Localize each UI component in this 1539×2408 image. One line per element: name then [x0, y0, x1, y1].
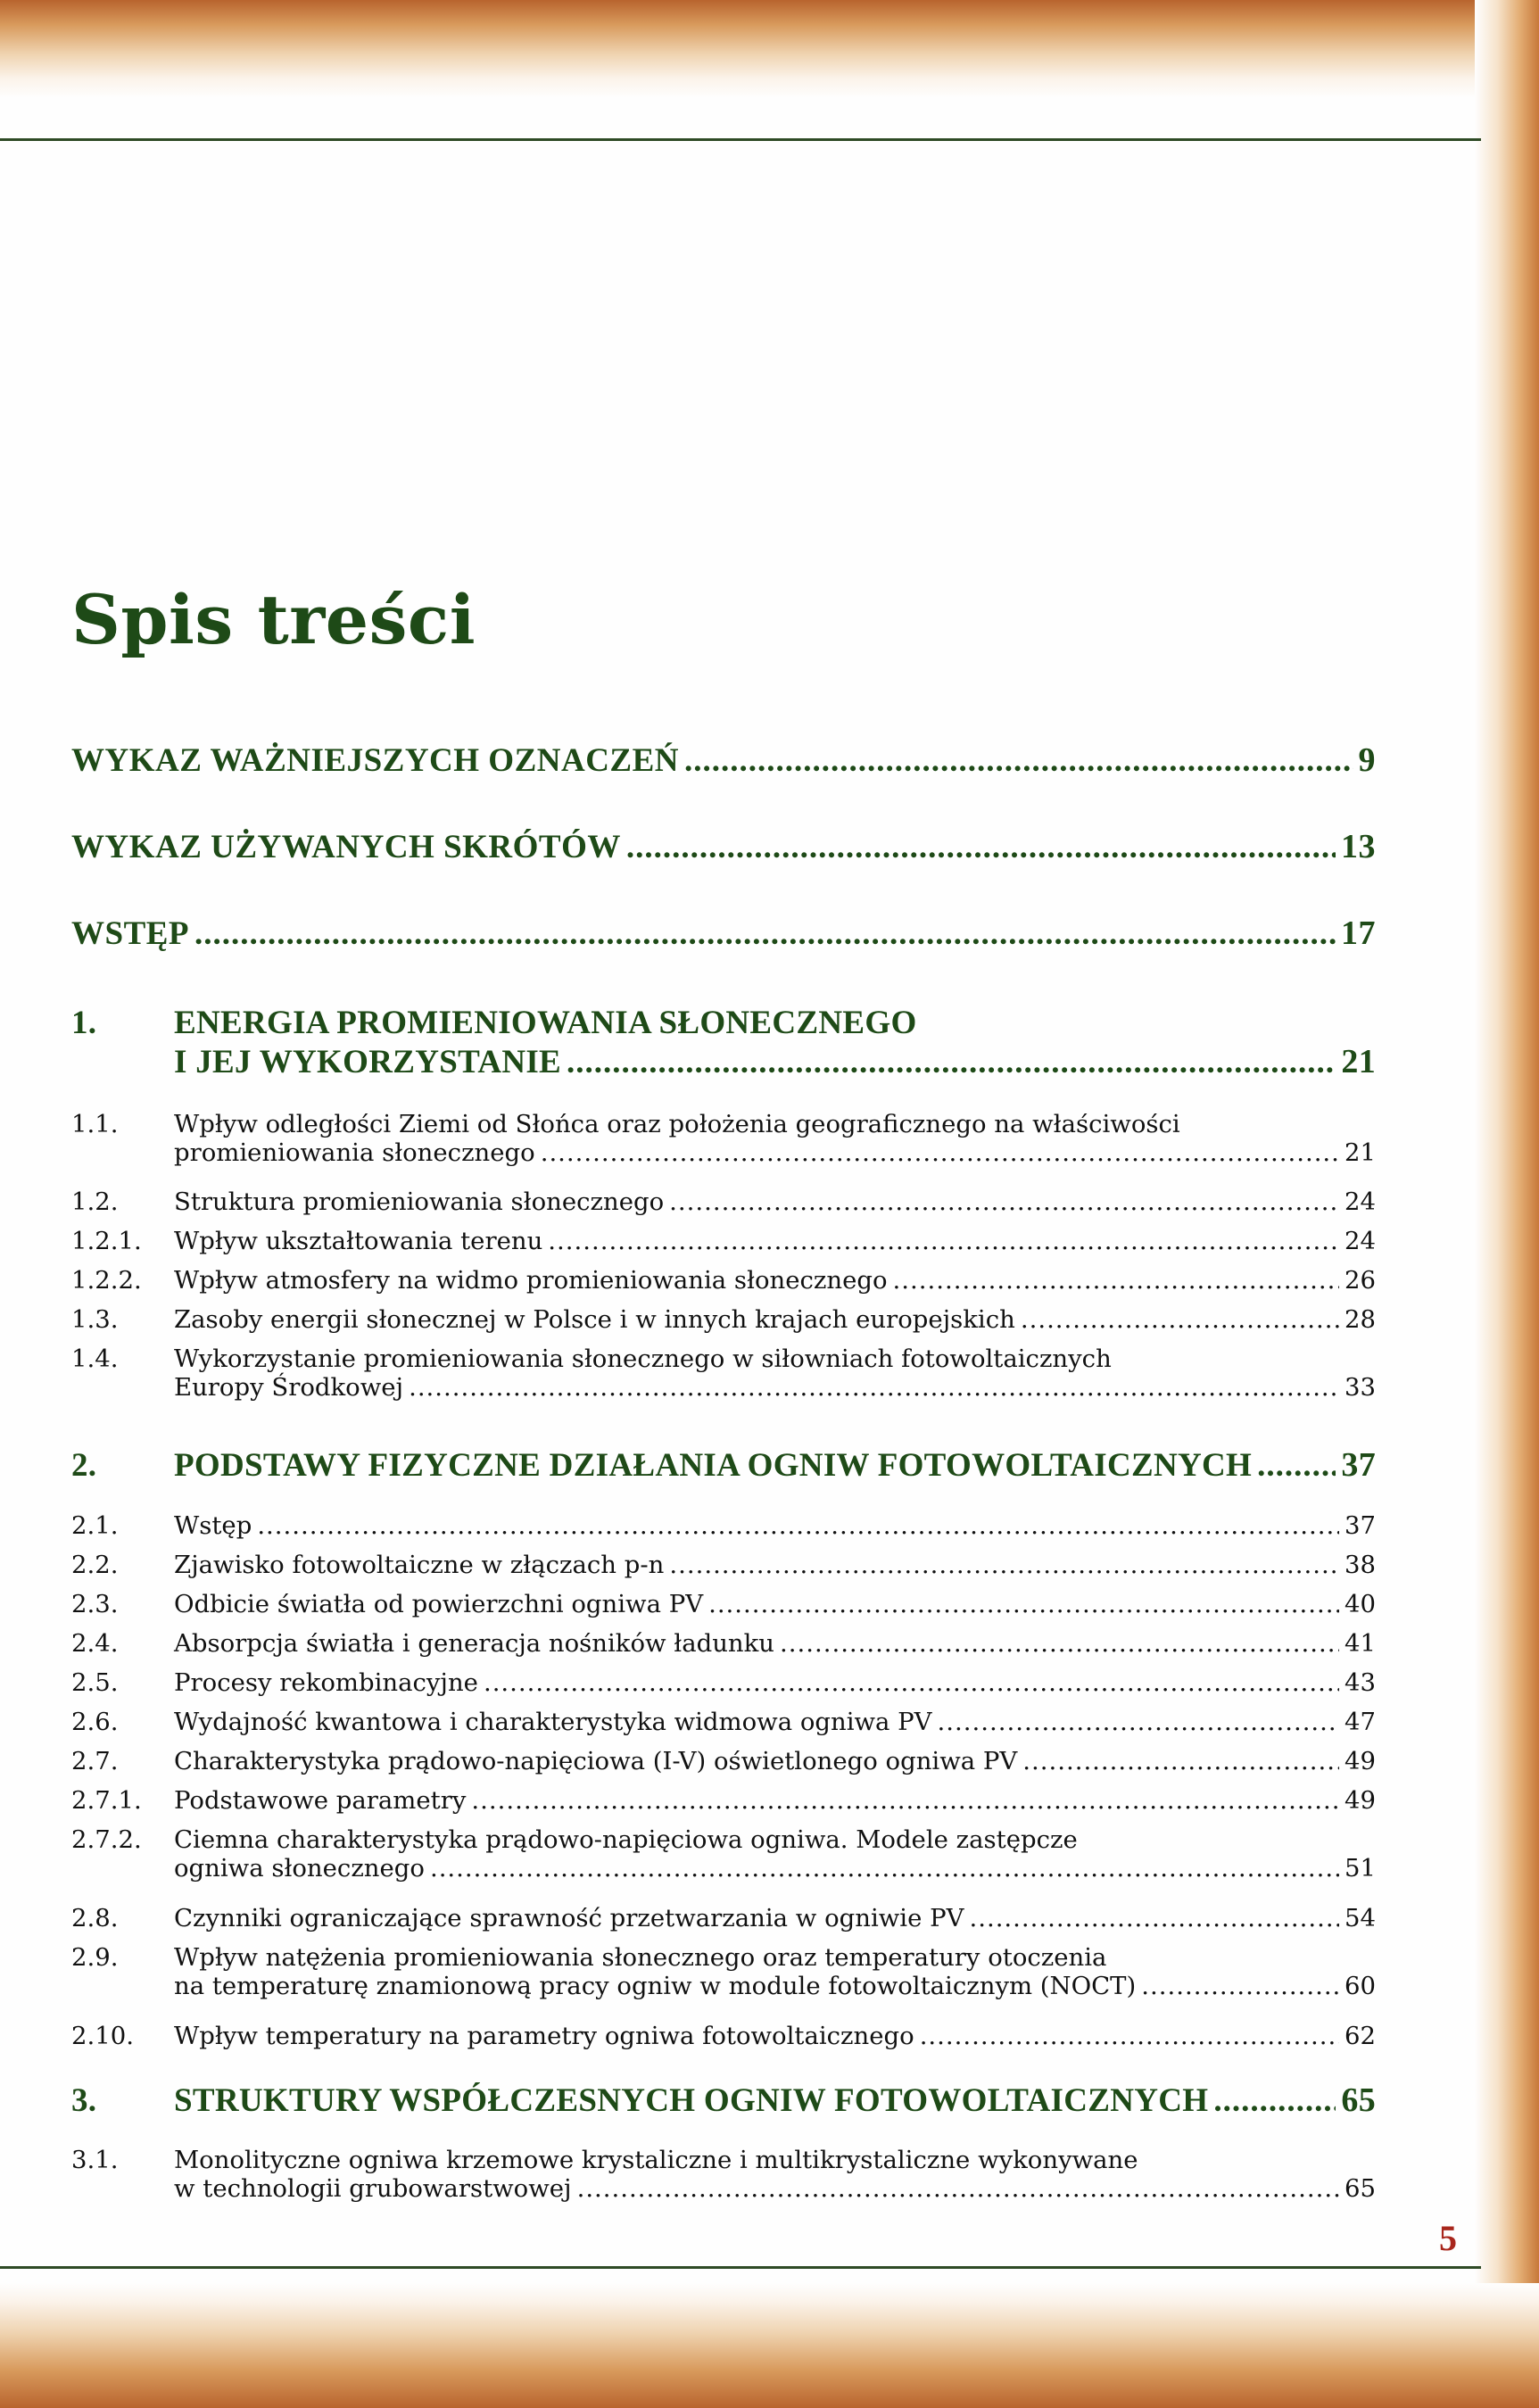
- section-number: 3.1.: [71, 2146, 119, 2174]
- section-number: 2.7.: [71, 1747, 119, 1775]
- toc-entry-label: WYKAZ UŻYWANYCH SKRÓTÓW: [71, 829, 621, 865]
- section-title: Absorpcja światła i generacja nośników ładunku: [174, 1629, 774, 1658]
- section-title: Odbicie światła od powierzchni ogniwa PV: [174, 1590, 704, 1618]
- scan-edge-top: [0, 0, 1539, 98]
- section-page: 60: [1345, 1972, 1376, 2000]
- section-title: Czynniki ograniczające sprawność przetwarzania w ogniwie PV: [174, 1904, 964, 1932]
- toc-section-2-1[interactable]: [71, 1511, 1376, 1540]
- toc-section-2-9[interactable]: [71, 1943, 1376, 2000]
- dot-leader: [567, 1043, 1336, 1081]
- section-title-line2: na temperaturę znamionową pracy ogniw w module fotowoltaicznym (NOCT): [174, 1972, 1137, 2000]
- toc-section-2-8[interactable]: [71, 1904, 1376, 1932]
- dot-leader: [669, 1551, 1339, 1579]
- toc-section-1-4[interactable]: [71, 1345, 1376, 1402]
- toc-chapter-1[interactable]: [71, 1004, 1376, 1081]
- section-page: 40: [1345, 1590, 1376, 1618]
- dot-leader: [577, 2174, 1339, 2203]
- chapter-number: 1.: [71, 1005, 97, 1041]
- toc-section-1-2[interactable]: [71, 1187, 1376, 1216]
- toc-section-1-3[interactable]: [71, 1305, 1376, 1334]
- dot-leader: [1022, 1747, 1339, 1775]
- section-page: 24: [1345, 1187, 1376, 1216]
- toc-chapter-2[interactable]: [71, 1445, 1376, 1485]
- toc-section-2-3[interactable]: [71, 1590, 1376, 1618]
- toc-entry-page: 9: [1358, 741, 1376, 779]
- section-title: Charakterystyka prądowo-napięciowa (I-V) oświetlonego ogniwa PV: [174, 1747, 1018, 1775]
- toc-section-1-2-2[interactable]: [71, 1266, 1376, 1295]
- toc-entry-introduction[interactable]: [71, 914, 1376, 953]
- section-page: 33: [1345, 1373, 1376, 1402]
- section-title-line1: Wpływ odległości Ziemi od Słońca oraz położenia geograficznego na właściwości: [174, 1110, 1180, 1138]
- section-title-line1: Wpływ natężenia promieniowania słonecznego oraz temperatury otoczenia: [174, 1943, 1107, 1972]
- section-number: 1.2.2.: [71, 1266, 142, 1295]
- section-page: 24: [1345, 1227, 1376, 1255]
- section-page: 51: [1345, 1854, 1376, 1883]
- dot-leader: [1257, 1446, 1336, 1485]
- scan-edge-bottom: [0, 2283, 1539, 2408]
- toc-section-2-7[interactable]: [71, 1747, 1376, 1775]
- bottom-rule: [0, 2266, 1481, 2269]
- section-number: 2.7.2.: [71, 1825, 142, 1854]
- section-page: 49: [1345, 1747, 1376, 1775]
- section-page: 37: [1345, 1511, 1376, 1540]
- section-page: 28: [1345, 1305, 1376, 1334]
- dot-leader: [938, 1708, 1339, 1736]
- section-title-line1: Ciemna charakterystyka prądowo-napięciowa ogniwa. Modele zastępcze: [174, 1825, 1078, 1854]
- section-page: 65: [1345, 2174, 1376, 2203]
- toc-section-2-4[interactable]: [71, 1629, 1376, 1658]
- section-number: 2.7.1.: [71, 1786, 142, 1815]
- chapter-page: 37: [1341, 1446, 1376, 1484]
- section-page: 54: [1345, 1904, 1376, 1932]
- chapter-title: STRUKTURY WSPÓŁCZESNYCH OGNIW FOTOWOLTAICZNYCH: [174, 2082, 1209, 2119]
- chapter-page: 65: [1341, 2081, 1376, 2119]
- section-number: 1.2.1.: [71, 1227, 142, 1255]
- chapter-page: 21: [1341, 1043, 1376, 1080]
- toc-entry-page: 17: [1341, 914, 1376, 952]
- toc-entry-label: WYKAZ WAŻNIEJSZYCH OZNACZEŃ: [71, 742, 679, 779]
- section-page: 26: [1345, 1266, 1376, 1295]
- dot-leader: [471, 1786, 1339, 1815]
- section-page: 47: [1345, 1708, 1376, 1736]
- toc-chapter-3[interactable]: [71, 2081, 1376, 2120]
- section-title-line2: promieniowania słonecznego: [174, 1138, 535, 1167]
- toc-section-3-1[interactable]: [71, 2146, 1376, 2203]
- toc-section-2-2[interactable]: [71, 1551, 1376, 1579]
- dot-leader: [1141, 1972, 1339, 2000]
- section-number: 2.10.: [71, 2022, 134, 2050]
- dot-leader: [969, 1904, 1339, 1932]
- dot-leader: [257, 1511, 1339, 1540]
- chapter-title: PODSTAWY FIZYCZNE DZIAŁANIA OGNIW FOTOWOLTAICZNYCH: [174, 1447, 1253, 1484]
- dot-leader: [1021, 1305, 1339, 1334]
- dot-leader: [920, 2022, 1339, 2050]
- section-title: Podstawowe parametry: [174, 1786, 467, 1815]
- section-title: Wpływ ukształtowania terenu: [174, 1227, 543, 1255]
- section-page: 49: [1345, 1786, 1376, 1815]
- dot-leader: [541, 1138, 1339, 1167]
- section-title: Wstęp: [174, 1511, 252, 1540]
- section-title-line1: Monolityczne ogniwa krzemowe krystaliczne i multikrystaliczne wykonywane: [174, 2146, 1138, 2174]
- dot-leader: [893, 1266, 1339, 1295]
- section-number: 2.3.: [71, 1590, 119, 1618]
- page-number: 5: [1439, 2218, 1457, 2258]
- dot-leader: [430, 1854, 1339, 1883]
- section-title: Wpływ temperatury na parametry ogniwa fotowoltaicznego: [174, 2022, 914, 2050]
- dot-leader: [548, 1227, 1339, 1255]
- toc-section-2-10[interactable]: [71, 2022, 1376, 2050]
- section-title: Procesy rekombinacyjne: [174, 1668, 478, 1697]
- top-rule: [0, 138, 1481, 141]
- section-title-line2: ogniwa słonecznego: [174, 1854, 425, 1883]
- dot-leader: [194, 914, 1336, 953]
- section-number: 1.4.: [71, 1345, 119, 1373]
- toc-entry-list-of-abbreviations[interactable]: [71, 827, 1376, 866]
- dot-leader: [708, 1590, 1339, 1618]
- section-title-line1: Wykorzystanie promieniowania słonecznego w siłowniach fotowoltaicznych: [174, 1345, 1112, 1373]
- toc-section-1-2-1[interactable]: [71, 1227, 1376, 1255]
- dot-leader: [780, 1629, 1339, 1658]
- section-number: 2.4.: [71, 1629, 119, 1658]
- toc-section-2-7-2[interactable]: [71, 1825, 1376, 1883]
- section-number: 1.1.: [71, 1110, 119, 1138]
- section-number: 2.5.: [71, 1668, 119, 1697]
- section-title: Wydajność kwantowa i charakterystyka widmowa ogniwa PV: [174, 1708, 932, 1736]
- section-number: 2.2.: [71, 1551, 119, 1579]
- section-title: Zasoby energii słonecznej w Polsce i w innych krajach europejskich: [174, 1305, 1015, 1334]
- section-title-line2: Europy Środkowej: [174, 1373, 404, 1402]
- section-page: 21: [1345, 1138, 1376, 1167]
- toc-entry-list-of-symbols[interactable]: [71, 741, 1376, 780]
- section-number: 2.1.: [71, 1511, 119, 1540]
- toc-section-2-6[interactable]: [71, 1708, 1376, 1736]
- section-number: 1.2.: [71, 1187, 119, 1216]
- section-title: Wpływ atmosfery na widmo promieniowania słonecznego: [174, 1266, 888, 1295]
- toc-entry-page: 13: [1341, 828, 1376, 865]
- dot-leader: [669, 1187, 1339, 1216]
- chapter-number: 2.: [71, 1447, 97, 1484]
- dot-leader: [484, 1668, 1339, 1697]
- chapter-number: 3.: [71, 2082, 97, 2119]
- scan-edge-right: [1475, 0, 1539, 2408]
- section-title: Zjawisko fotowoltaiczne w złączach p-n: [174, 1551, 665, 1579]
- section-title: Struktura promieniowania słonecznego: [174, 1187, 665, 1216]
- section-page: 41: [1345, 1629, 1376, 1658]
- section-title-line2: w technologii grubowarstwowej: [174, 2174, 572, 2203]
- section-page: 62: [1345, 2022, 1376, 2050]
- section-number: 2.6.: [71, 1708, 119, 1736]
- chapter-title-line2: I JEJ WYKORZYSTANIE: [174, 1044, 562, 1080]
- toc-section-2-5[interactable]: [71, 1668, 1376, 1697]
- section-page: 43: [1345, 1668, 1376, 1697]
- toc-section-2-7-1[interactable]: [71, 1786, 1376, 1815]
- section-page: 38: [1345, 1551, 1376, 1579]
- page-title: Spis treści: [71, 580, 476, 659]
- toc-section-1-1[interactable]: [71, 1110, 1376, 1167]
- dot-leader: [626, 828, 1336, 866]
- section-number: 1.3.: [71, 1305, 119, 1334]
- chapter-title-line1: ENERGIA PROMIENIOWANIA SŁONECZNEGO: [174, 1005, 917, 1041]
- dot-leader: [684, 741, 1353, 780]
- section-number: 2.9.: [71, 1943, 119, 1972]
- toc-entry-label: WSTĘP: [71, 915, 190, 952]
- dot-leader: [1213, 2081, 1336, 2120]
- dot-leader: [409, 1373, 1339, 1402]
- section-number: 2.8.: [71, 1904, 119, 1932]
